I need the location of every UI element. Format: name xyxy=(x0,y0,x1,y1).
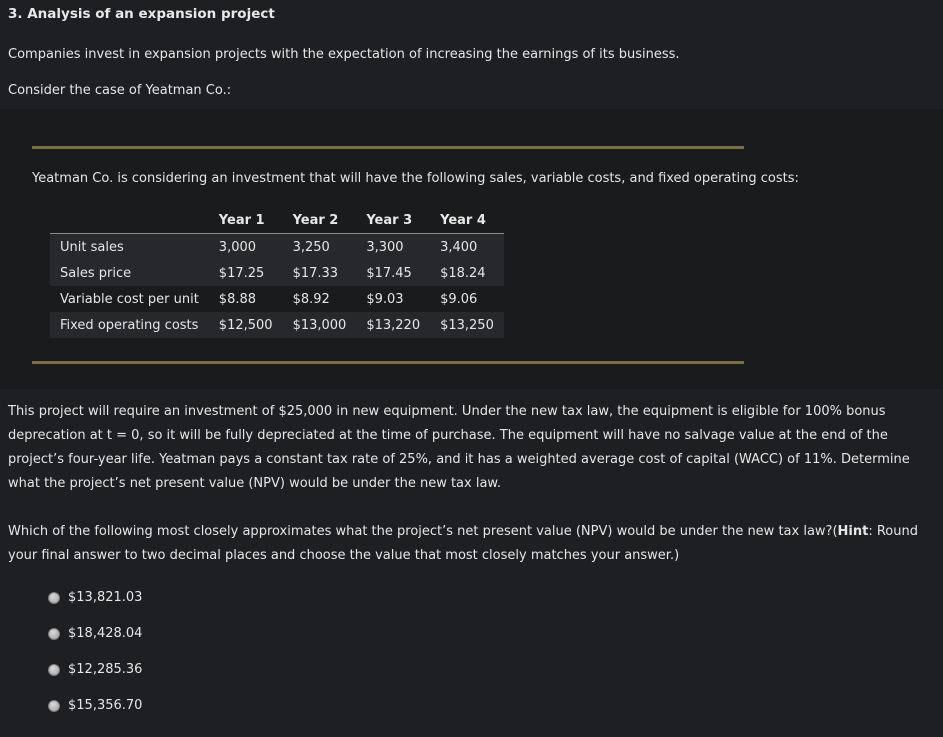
table-header-row xyxy=(50,208,504,234)
table-header-year2: Year 2 xyxy=(283,208,357,234)
table-cell: 3,250 xyxy=(283,234,357,261)
top-divider xyxy=(32,146,744,149)
intro-text-2: Consider the case of Yeatman Co.: xyxy=(8,83,232,98)
table-cell: 3,400 xyxy=(430,234,504,261)
table-cell: $12,500 xyxy=(209,312,283,338)
table-row xyxy=(50,234,504,261)
table-cell: $8.88 xyxy=(218,291,257,307)
bottom-divider xyxy=(32,361,744,364)
hint-label: Hint xyxy=(837,524,869,539)
intro-text-1: Companies invest in expansion projects with the expectation of increasing the earnings of its business. xyxy=(8,47,680,62)
radio-button[interactable] xyxy=(48,592,60,604)
table-cell: $9.03 xyxy=(366,291,404,307)
answer-option-2[interactable] xyxy=(48,626,142,641)
table-cell: $18.24 xyxy=(430,260,504,286)
hint-text: : Round your final answer to two decimal places and choose the value that most closely matches your answer.) xyxy=(8,524,918,563)
answer-option-1[interactable] xyxy=(48,590,142,605)
table-header-year1: Year 1 xyxy=(209,208,283,234)
table-header-blank xyxy=(50,208,209,234)
answer-label: $18,428.04 xyxy=(68,626,143,641)
radio-button[interactable] xyxy=(48,664,60,676)
case-lead-text: Yeatman Co. is considering an investment that will have the following sales, variable costs, and fixed operating costs: xyxy=(32,171,799,186)
question-text xyxy=(8,520,928,568)
table-cell: 3,000 xyxy=(209,234,283,261)
row-label: Sales price xyxy=(50,260,209,286)
table-row xyxy=(50,260,504,286)
row-label: Variable cost per unit xyxy=(60,291,199,307)
question-lead: Which of the following most closely approximates what the project’s net present value (NPV) would be under the new tax law?( xyxy=(8,524,838,539)
table-cell: $13,000 xyxy=(283,312,357,338)
table-header-year3: Year 3 xyxy=(356,208,430,234)
data-table xyxy=(50,208,504,338)
section-title: 3. Analysis of an expansion project xyxy=(8,6,275,22)
answer-label: $15,356.70 xyxy=(68,698,143,713)
row-label: Fixed operating costs xyxy=(50,312,209,338)
row-label: Unit sales xyxy=(50,234,209,261)
radio-button[interactable] xyxy=(48,628,60,640)
table-row xyxy=(50,286,504,312)
table-cell: 3,300 xyxy=(356,234,430,261)
table-cell: $17.45 xyxy=(356,260,430,286)
table-header-year4: Year 4 xyxy=(430,208,504,234)
table-row xyxy=(50,312,504,338)
table-cell: $9.06 xyxy=(440,291,478,307)
table-cell: $17.33 xyxy=(283,260,357,286)
table-cell: $13,220 xyxy=(356,312,430,338)
answer-option-3[interactable] xyxy=(48,662,142,677)
table-cell: $13,250 xyxy=(430,312,504,338)
answer-option-4[interactable] xyxy=(48,698,142,713)
project-description: This project will require an investment of $25,000 in new equipment. Under the new tax law, the equipment is eligible for 100% bonus deprecation at t = 0, so it will be fully depreciated at the time of purchase. The equipment will have no salvage value at the end of the project’s four-year life. Yeatman pays a constant tax rate of 25%, and it has a weighted average cost of capital (WACC) of 11%. Determine what the project’s net present value (NPV) would be under the new tax law. xyxy=(8,404,910,491)
answer-label: $12,285.36 xyxy=(68,662,143,677)
table-cell: $8.92 xyxy=(292,291,330,307)
answer-label: $13,821.03 xyxy=(68,590,143,605)
table-cell: $17.25 xyxy=(209,260,283,286)
radio-button[interactable] xyxy=(48,700,60,712)
